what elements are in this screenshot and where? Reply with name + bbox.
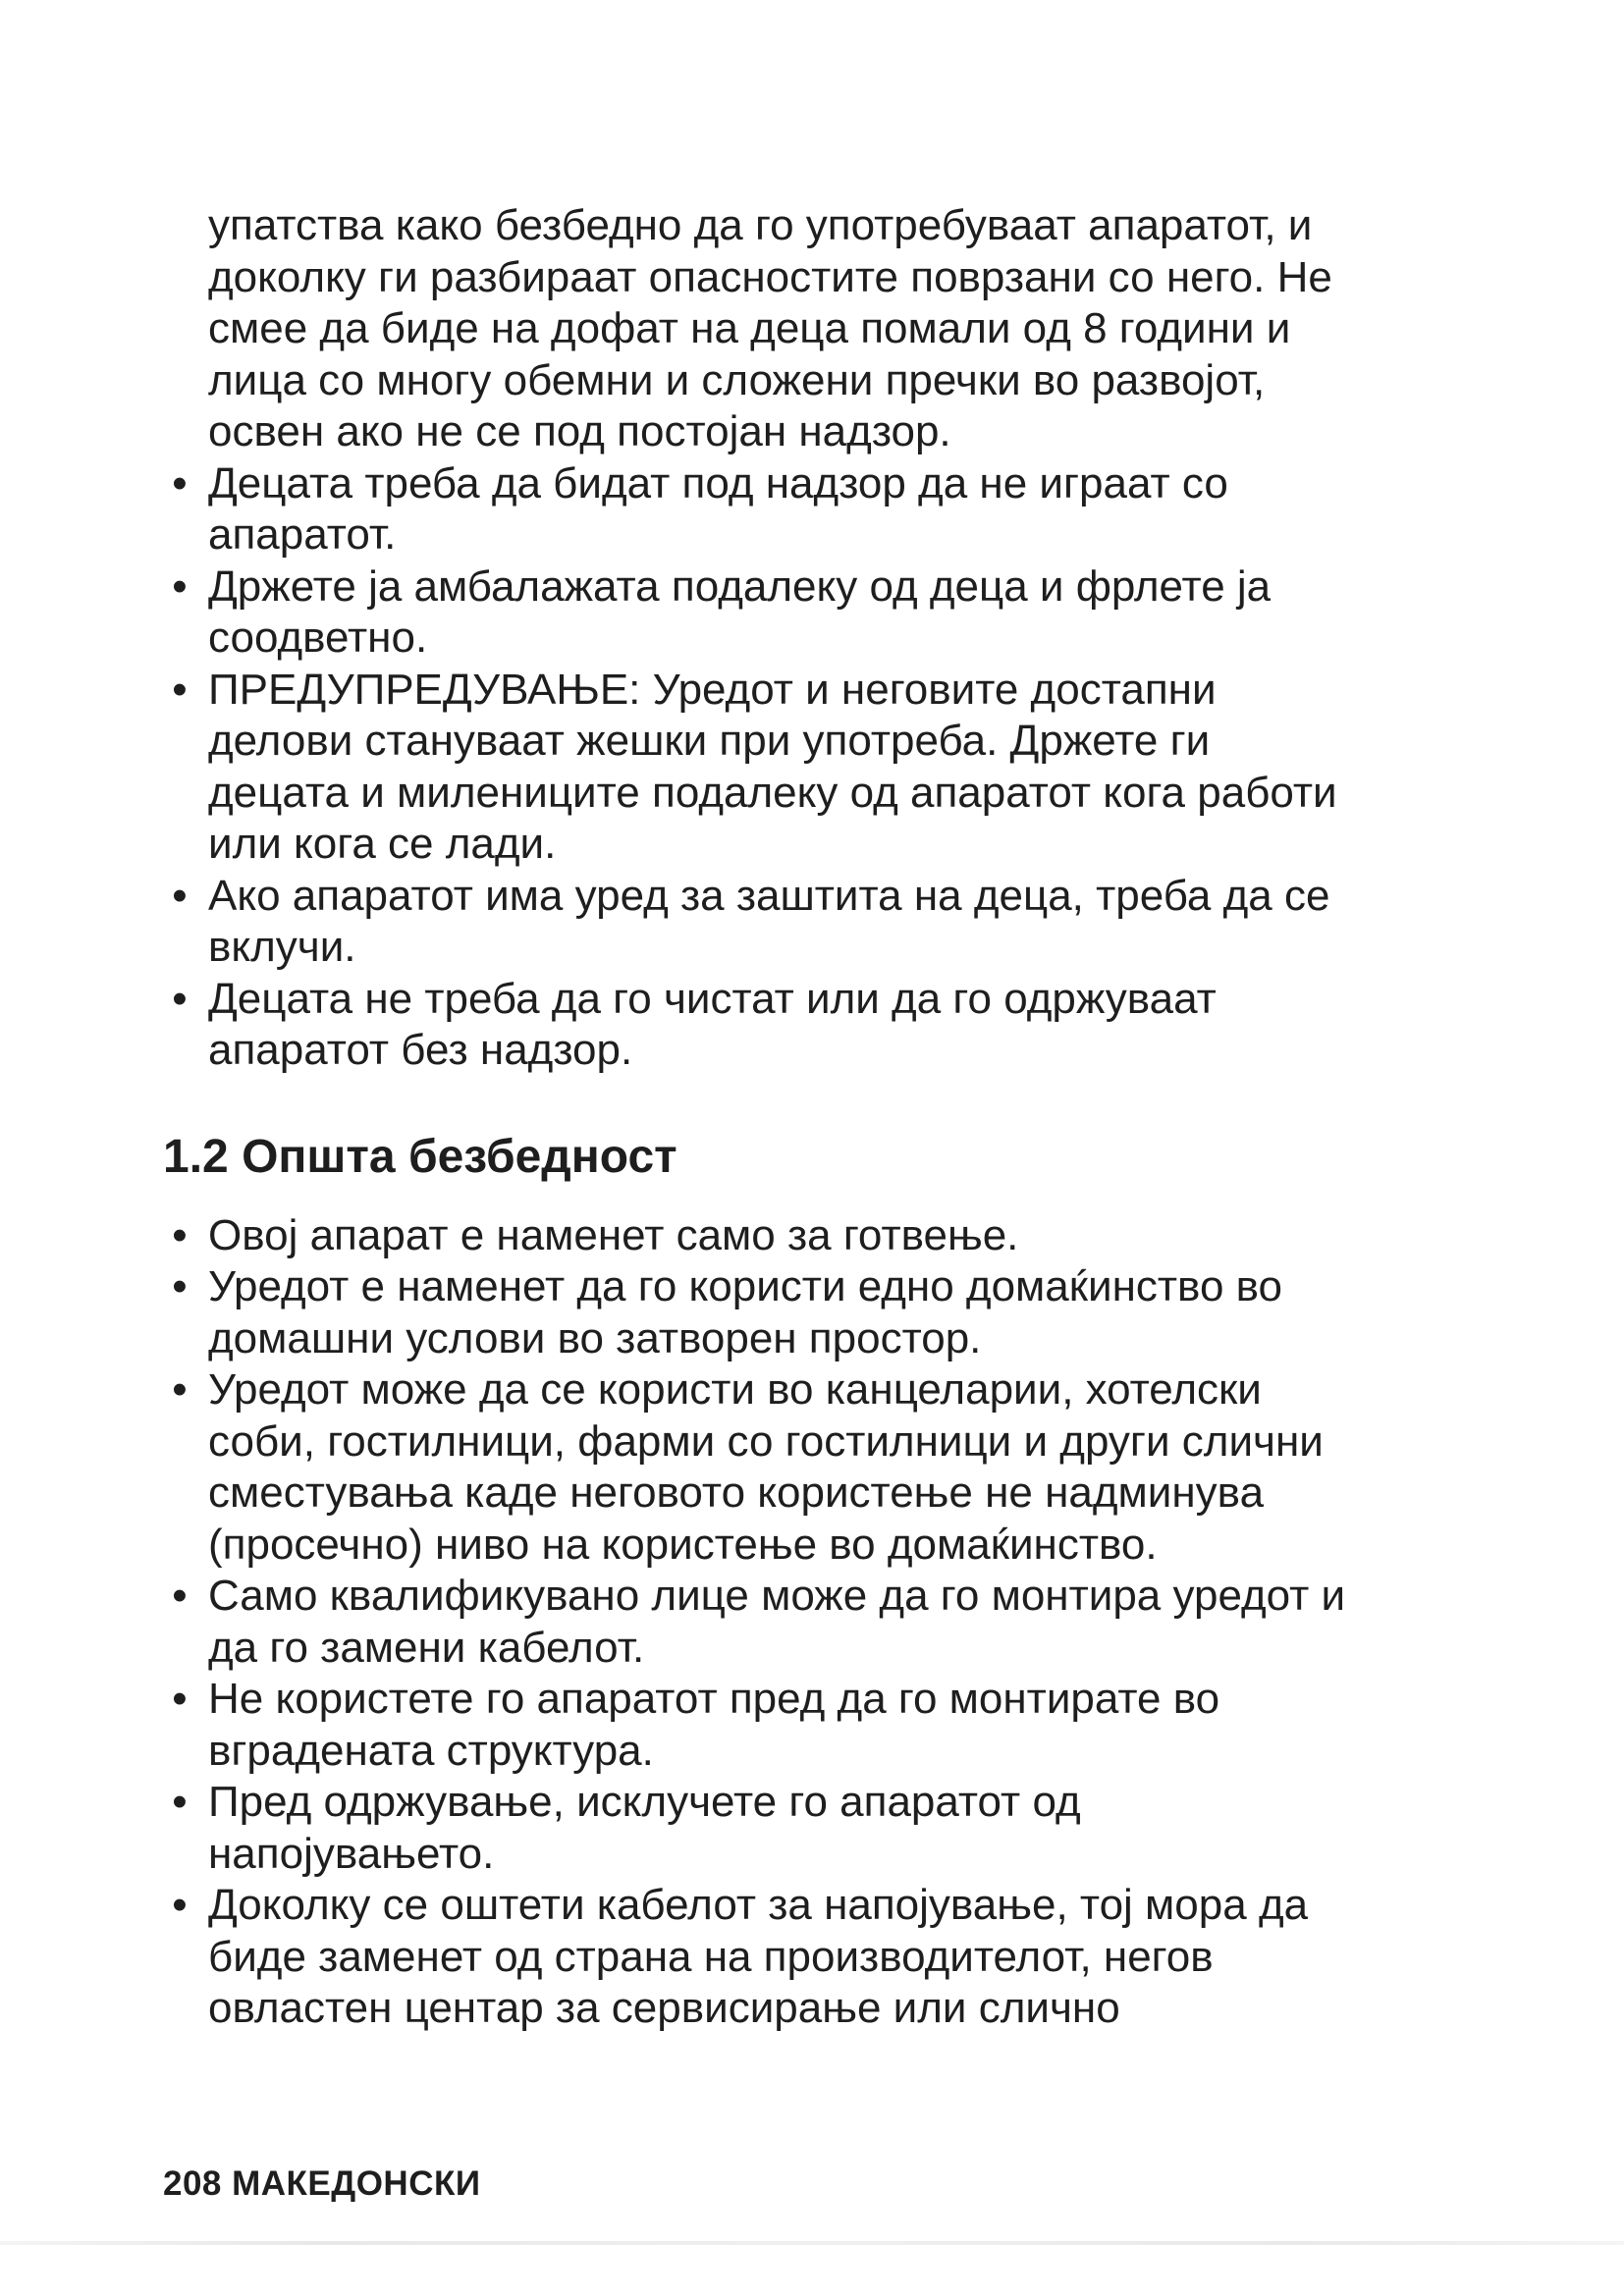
list-item [163, 1210, 1479, 1262]
list-item-line: апаратот без надзор. [208, 1026, 633, 1074]
list-item [163, 1571, 1479, 1674]
list-item-line: Ако апаратот има уред за заштита на деца, треба да се [208, 871, 1330, 920]
continuation-line: упатства како безбедно да го употребуваат апаратот, и [208, 201, 1313, 249]
list-item-line: Пред одржување, исклучете го апаратот од [208, 1778, 1081, 1826]
list-item-line: Уредот може да се користи во канцеларии, хотелски [208, 1365, 1262, 1414]
list-item-line: (просечно) ниво на користење во домаќинство. [208, 1520, 1158, 1569]
list-item-line: Доколку се оштети кабелот за напојување, тој мора да [208, 1881, 1309, 1929]
bullet-icon: • [172, 665, 188, 714]
list-item [163, 561, 1479, 665]
continuation-line: лица со многу обемни и сложени пречки во развојот, [208, 355, 1266, 404]
list-item-line: да го замени кабелот. [208, 1623, 645, 1672]
section-heading: 1.2 Општа безбедност [163, 1130, 677, 1183]
list-item-line: Држете ја амбалажата подалеку од деца и фрлете ја [208, 561, 1272, 611]
bullet-icon: • [172, 1262, 188, 1310]
bullet-icon: • [172, 1572, 188, 1620]
list-item [163, 665, 1479, 871]
list-item-line: овластен центар за сервисирање или слично [208, 1984, 1120, 2032]
list-item-line: напојувањето. [208, 1829, 495, 1878]
list-item-line: вклучи. [208, 923, 356, 971]
list-item-line: биде заменет од страна на производителот, негов [208, 1932, 1214, 1981]
scan-edge-divider [0, 2241, 1624, 2245]
list-item-line: ПРЕДУПРЕДУВАЊЕ: Уредот и неговите достапни [208, 665, 1217, 714]
list-item [163, 871, 1479, 974]
list-item-line: домашни услови во затворен простор. [208, 1313, 982, 1362]
bullet-icon: • [172, 871, 188, 920]
list-item [163, 1880, 1479, 2035]
list-item [163, 1674, 1479, 1777]
list-item [163, 974, 1479, 1077]
page-footer: 208 МАКЕДОНСКИ [163, 2164, 481, 2203]
list-item-line: апаратот. [208, 510, 397, 559]
list-item [163, 1364, 1479, 1571]
list-item-line: Само квалификувано лице може да го монтира уредот и [208, 1572, 1346, 1620]
continuation-paragraph [163, 200, 1479, 458]
continuation-line: доколку ги разбираат опасностите поврзани со него. Не [208, 252, 1332, 301]
list-item-line: соодветно. [208, 614, 428, 662]
child-safety-list [163, 458, 1479, 1077]
list-item [163, 1777, 1479, 1880]
list-item-line: децата и милениците подалеку од апаратот кога работи [208, 768, 1337, 817]
list-item-line: Децата треба да бидат под надзор да не играат со [208, 458, 1228, 507]
bullet-icon: • [172, 458, 188, 507]
page-content [163, 200, 1479, 2035]
bullet-icon: • [172, 1881, 188, 1929]
continuation-line: освен ако не се под постојан надзор. [208, 407, 951, 455]
list-item-line: вградената структура. [208, 1726, 654, 1775]
bullet-icon: • [172, 561, 188, 611]
list-item-line: Овој апарат е наменет само за готвење. [208, 1210, 1019, 1259]
list-item-line: делови стануваат жешки при употреба. Држете ги [208, 717, 1211, 765]
list-item-line: сместувања каде неговото користење не надминува [208, 1468, 1265, 1517]
list-item-line: Уредот е наменет да го користи едно домаќинство во [208, 1262, 1282, 1310]
continuation-line: смее да биде на дофат на деца помали од 8 години и [208, 304, 1291, 352]
list-item-line: Не користете го апаратот пред да го монтирате во [208, 1675, 1220, 1723]
list-item [163, 1261, 1479, 1364]
bullet-icon: • [172, 1778, 188, 1826]
list-item-line: Децата не треба да го чистат или да го одржуваат [208, 974, 1217, 1023]
list-item-line: соби, гостилници, фарми со гостилници и други слични [208, 1416, 1324, 1466]
bullet-icon: • [172, 1365, 188, 1414]
list-item-line: или кога се лади. [208, 820, 557, 868]
list-item [163, 458, 1479, 561]
general-safety-list [163, 1210, 1479, 2035]
bullet-icon: • [172, 974, 188, 1023]
bullet-icon: • [172, 1675, 188, 1723]
bullet-icon: • [172, 1210, 188, 1259]
